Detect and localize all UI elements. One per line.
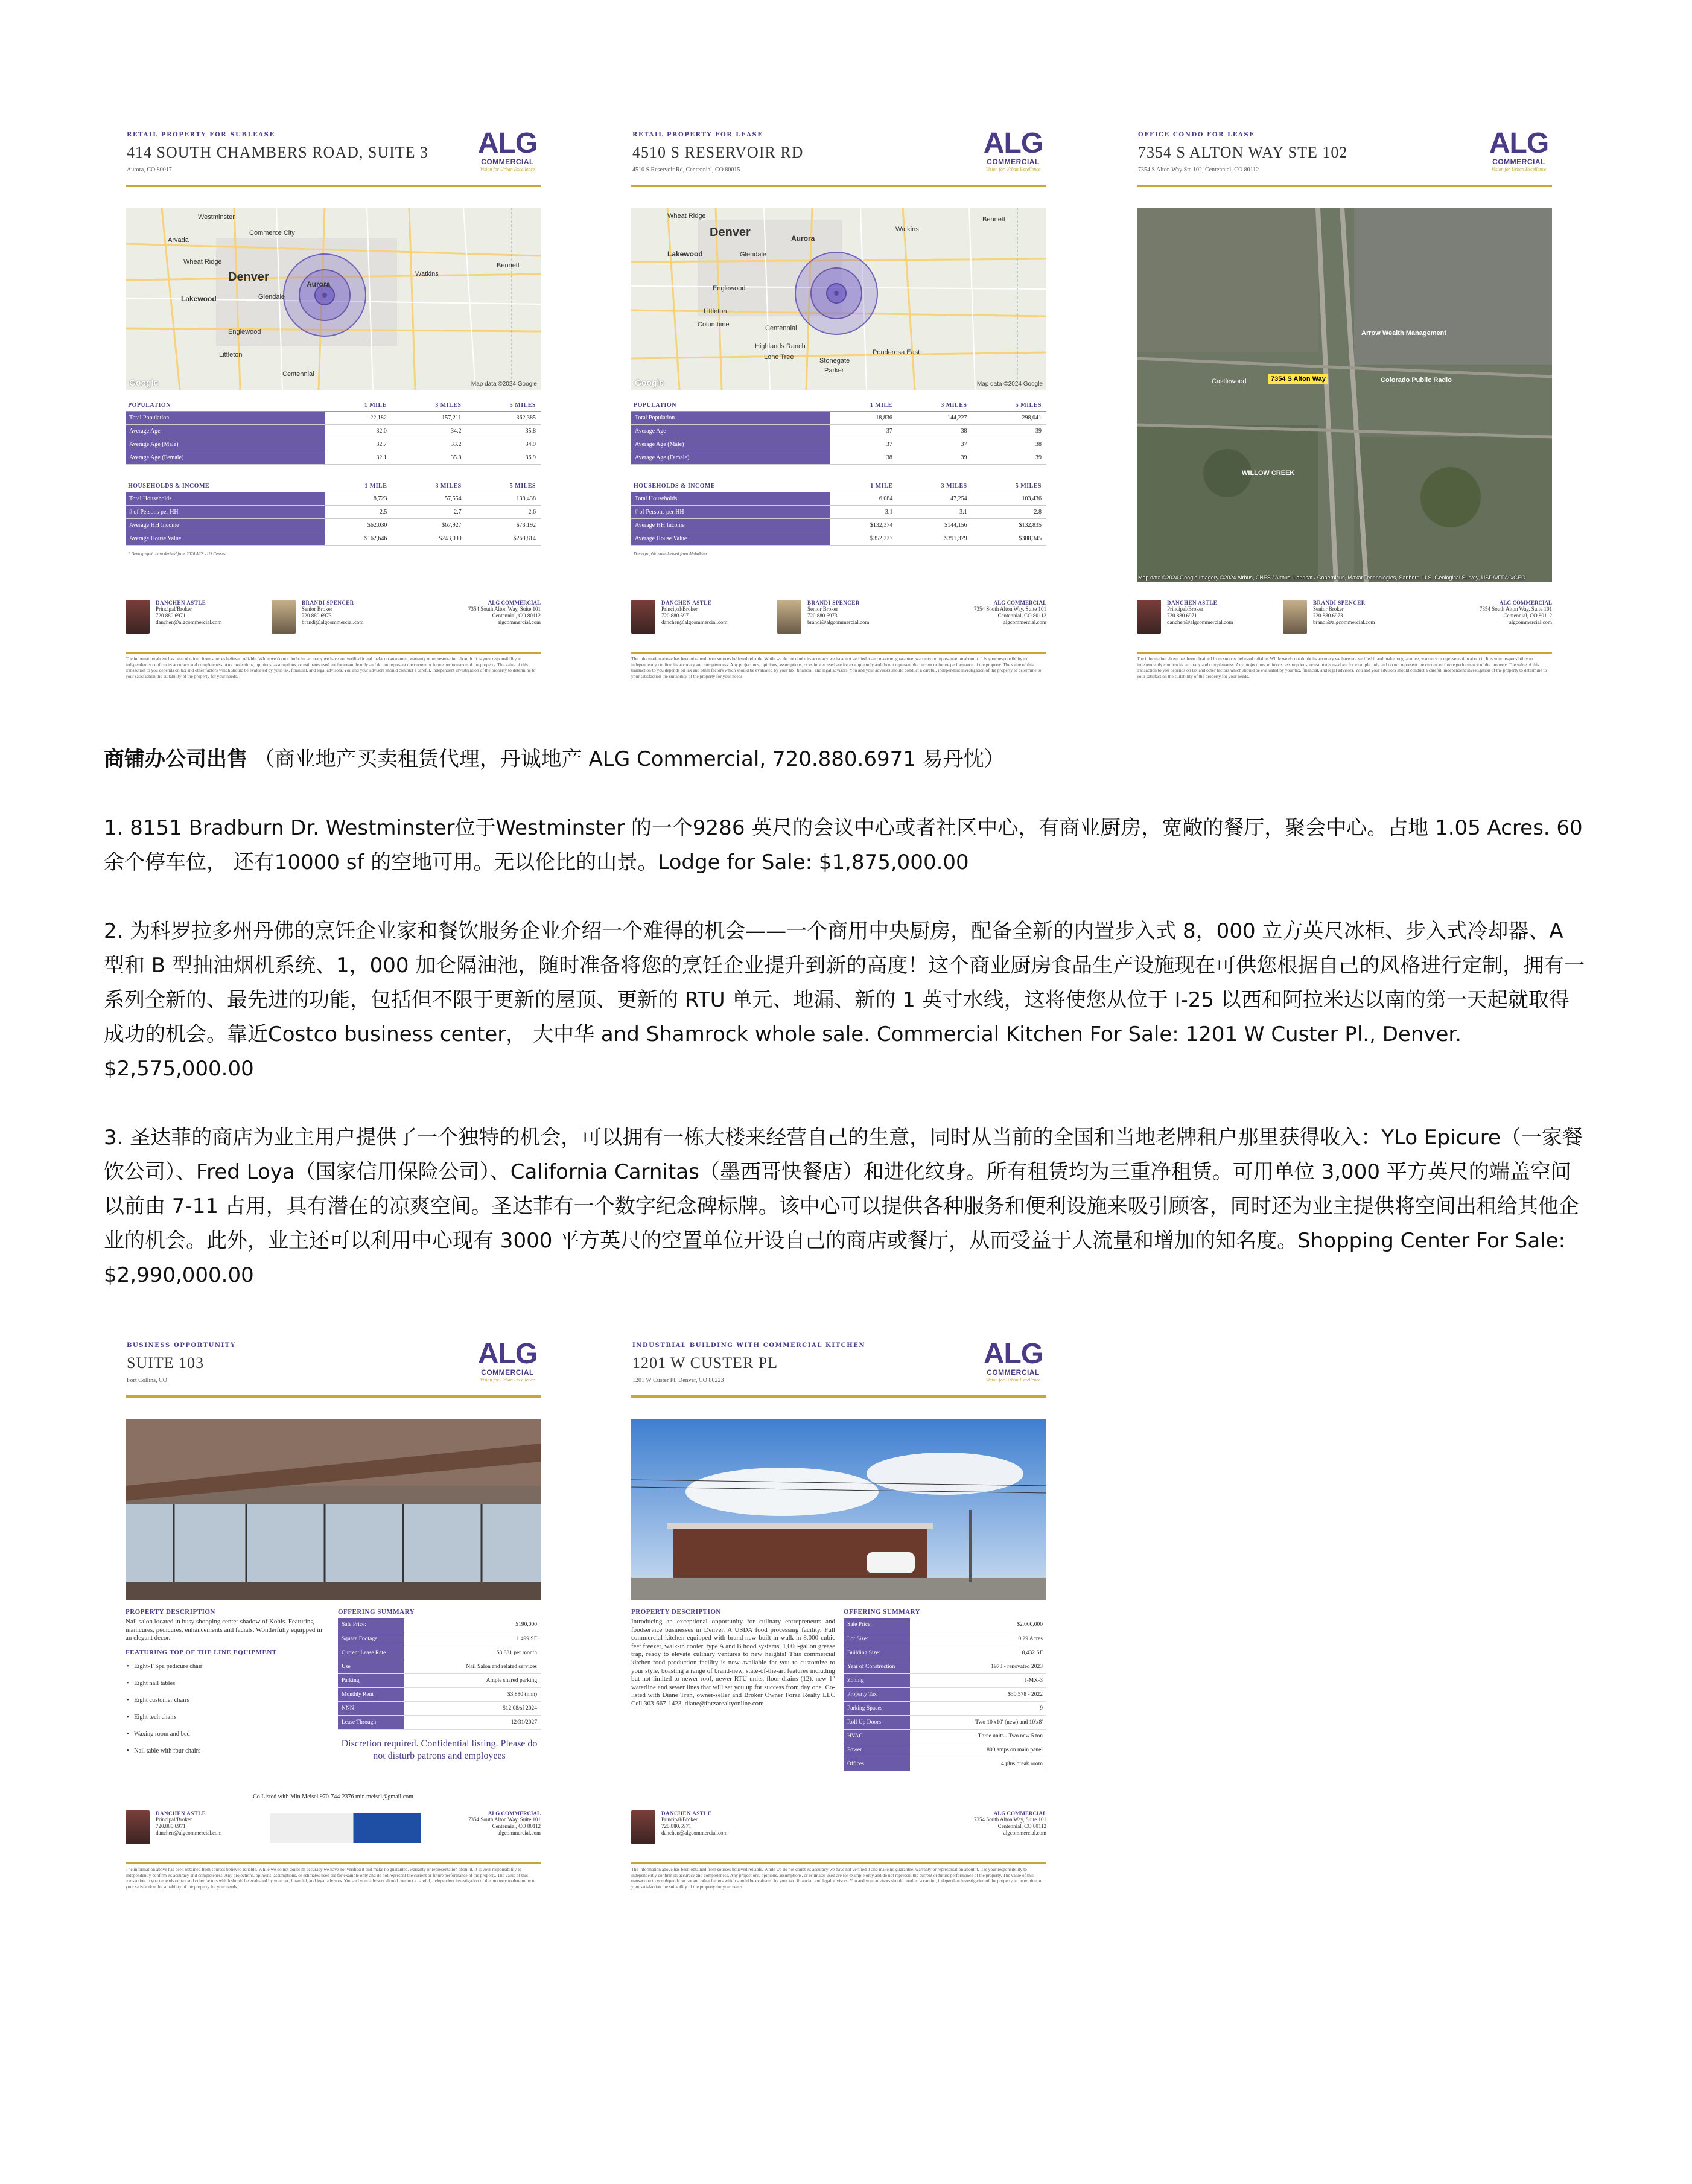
table-row: Average Age 37 38 39	[631, 425, 1046, 438]
flyer-alton-way	[1137, 129, 1552, 699]
feature-list	[126, 1658, 329, 1760]
alg-logo: ALG COMMERCIAL Vision for Urban Excellence	[983, 127, 1043, 172]
map-credit: Map data ©2024 Google Imagery ©2024 Airbus, CNES / Airbus, Landsat / Copernicus, Maxar Technologies, Sanborn, U.S. Geological Survey, USDA/FPAC/GEO	[1138, 575, 1526, 581]
table-row: Total Households 8,723 57,554 138,438	[126, 492, 541, 506]
table-row: Average HH Income $62,030 $67,927 $73,192	[126, 519, 541, 532]
flyer-address: 7354 S Alton Way Ste 102, Centennial, CO 80112	[1138, 167, 1259, 173]
table-row: Sale Price: $2,000,000	[844, 1618, 1046, 1632]
property-description: PROPERTY DESCRIPTION Introducing an exceptional opportunity for culinary entrepreneurs and foodservice businesses in Denver. A USDA food processing facility. Full commercial kitchen equipped with brand-new built-in walk-in 8,000 cubic feet freezer, walk-in cooler, type A and B hood systems, 1,000-gallon grease trap, ready to elevate culinary ventures to new heights! This commercial kitchen-food production facility is now available for you to customize to your style, boasting a range of brand-new, state-of-the-art features including but not limited to newer roof, newer RTU units, floor drains (12), new 1" waterline and sewer lines that will set you up for success from day one. Co-listed with Diane Tran, owner-seller and Broker Owner Forza Realty LLC Cell 303-667-1423. diane@forzarealtyonline.com	[631, 1608, 835, 1707]
flyer-address: Fort Collins, CO	[127, 1377, 167, 1384]
table-row: Total Population 18,836 144,227 298,041	[631, 412, 1046, 425]
contact-block: DANCHEN ASTLE Principal/Broker 720.880.6971 danchen@algcommercial.com ALG COMMERCIAL 7354 South Alton Way, Suite 101 Centennial, CO 80112 algcommercial.com	[631, 1810, 1046, 1853]
avatar	[777, 600, 801, 634]
data-note: * Demographic data derived from 2020 ACS - US Census	[128, 552, 226, 556]
flyer-category: RETAIL PROPERTY FOR SUBLEASE	[127, 132, 275, 138]
table-row: Sale Price: $190,000	[338, 1618, 541, 1632]
table-row: Average Age (Female) 38 39 39	[631, 451, 1046, 465]
list-item: • Eight customer chairs	[126, 1692, 329, 1709]
avatar	[631, 1810, 655, 1844]
disclaimer: The information above has been obtained from sources believed reliable. While we do not doubt its accuracy we have not verified it and make no guarantee, warranty or representation about it. It is your responsibility to independently confirm its accuracy and completeness. Any projections, opinions, assumptions, or estimates used are for example only and do not represent the current or future performance of the property. The value of this transaction to you depends on tax and other factors which should be evaluated by your tax, financial, and legal advisors. You and your advisors should conduct a careful, independent investigation of the property to determine to your satisfaction the suitability of the property for your needs.	[1137, 652, 1552, 679]
table-row: Use Nail Salon and related services	[338, 1660, 541, 1673]
flyer-suite-103	[126, 1340, 541, 1909]
alg-logo: ALG COMMERCIAL Vision for Urban Excellence	[1489, 127, 1549, 172]
avatar	[1283, 600, 1307, 634]
flyer-address: 1201 W Custer Pl, Denver, CO 80223	[632, 1377, 724, 1384]
table-row: Average House Value $162,646 $243,099 $260,814	[126, 532, 541, 546]
flyer-title: SUITE 103	[127, 1354, 205, 1372]
alg-logo: ALG COMMERCIAL Vision for Urban Excellence	[983, 1338, 1043, 1383]
co-broker-logos	[270, 1813, 421, 1843]
building-photo	[631, 1419, 1046, 1600]
satellite-map[interactable]: 7354 S Alton Way Arrow Wealth Management Colorado Public Radio WILLOW CREEK Castlewood Map data ©2024 Google Imagery ©2024 Airbus, CNES / Airbus, Landsat / Copernicus, Maxar Technologies, Sanborn, U.S. Geological Survey, USDA/FPAC/GEO	[1137, 208, 1552, 582]
table-row: Average Age (Male) 37 37 38	[631, 438, 1046, 451]
contact-block: DANCHEN ASTLE Principal/Broker 720.880.6971 danchen@algcommercial.com BRANDI SPENCER Senior Broker 720.880.6973 brandi@algcommercial.com ALG COMMERCIAL 7354 South Alton Way, Suite 101 Centennial, CO 80112 algcommercial.com	[1137, 600, 1552, 642]
flyer-title: 7354 S ALTON WAY STE 102	[1138, 144, 1348, 161]
table-row: Roll Up Doors Two 10'x10' (new) and 10'x8'	[844, 1715, 1046, 1729]
table-row: Average Age (Male) 32.7 33.2 34.9	[126, 438, 541, 451]
storefront-photo	[126, 1419, 541, 1600]
table-row: Average HH Income $132,374 $144,156 $132,835	[631, 519, 1046, 532]
listing-paragraph-3: 3. 圣达菲的商店为业主用户提供了一个独特的机会，可以拥有一栋大楼来经营自己的生意，同时从当前的全国和当地老牌租户那里获得收入：YLo Epicure（一家餐饮公司）、Fred Loya（国家信用保险公司）、California Carnitas（墨西哥快餐店）和进化纹身。所有租赁均为三重净租赁。可用单位 3,000 平方英尺的端盖空间以前由 7-11 占用，具有潜在的凉爽空间。圣达菲有一个数字纪念碑标牌。该中心可以提供各种服务和便利设施来吸引顾客，同时还为业主提供将空间出租给其他企业的机会。此外，业主还可以利用中心现有 3000 平方英尺的空置单位开设自己的商店或餐厅，从而受益于人流量和增加的知名度。Shopping Center For Sale: $2,990,000.00	[104, 1125, 1583, 1287]
co-listing: Co Listed with Min Meisel 970-744-2376 min.meisel@gmail.com	[253, 1794, 413, 1800]
households-table: HOUSEHOLDS & INCOME 1 MILE 3 MILES 5 MILES Total Households 6,084 47,254 103,436 # of Persons per HH 3.1 3.1 2.8 Average HH Income $132,374 $144,156 $132,835 Average House Value $352,227 $391,379 $388,345	[631, 480, 1046, 546]
property-pin[interactable]: 7354 S Alton Way	[1268, 374, 1328, 384]
map-credit: Map data ©2024 Google	[976, 381, 1043, 387]
contact-block: DANCHEN ASTLE Principal/Broker 720.880.6971 danchen@algcommercial.com ALG COMMERCIAL 7354 South Alton Way, Suite 101 Centennial, CO 80112 algcommercial.com	[126, 1810, 541, 1853]
flyer-header	[631, 1340, 1046, 1398]
google-logo: Google	[129, 378, 159, 387]
disclaimer: The information above has been obtained from sources believed reliable. While we do not doubt its accuracy we have not verified it and make no guarantee, warranty or representation about it. It is your responsibility to independently confirm its accuracy and completeness. Any projections, opinions, assumptions, or estimates used are for example only and do not represent the current or future performance of the property. The value of this transaction to you depends on tax and other factors which should be evaluated by your tax, financial, and legal advisors. You and your advisors should conduct a careful, independent investigation of the property to determine to your satisfaction the suitability of the property for your needs.	[126, 1862, 541, 1890]
flyer-address: Aurora, CO 80017	[127, 167, 172, 173]
table-row: Offices 4 plus break room	[844, 1757, 1046, 1771]
storefront-graphic	[126, 1419, 541, 1600]
table-row: Lot Size: 0.29 Acres	[844, 1632, 1046, 1646]
offering-summary: OFFERING SUMMARY Sale Price: $190,000 Square Footage 1,499 SF Current Lease Rate $3,881 per month Use Nail Salon and related services Parking Ample shared parking Monthly Rent $3,880 (nnn) NNN $12.08/sf 2024 Lease Through 12/31/2027 Discretion required. Confidential listing. Please do not disturb patrons and employees	[338, 1608, 541, 1762]
table-row: Parking Ample shared parking	[338, 1673, 541, 1687]
disclaimer: The information above has been obtained from sources believed reliable. While we do not doubt its accuracy we have not verified it and make no guarantee, warranty or representation about it. It is your responsibility to independently confirm its accuracy and completeness. Any projections, opinions, assumptions, or estimates used are for example only and do not represent the current or future performance of the property. The value of this transaction to you depends on tax and other factors which should be evaluated by your tax, financial, and legal advisors. You and your advisors should conduct a careful, independent investigation of the property to determine to your satisfaction the suitability of the property for your needs.	[631, 1862, 1046, 1890]
alg-logo: ALG COMMERCIAL Vision for Urban Excellence	[477, 1338, 538, 1383]
avatar	[1137, 600, 1161, 634]
flyer-reservoir-rd	[631, 129, 1046, 699]
property-description: PROPERTY DESCRIPTION Nail salon located in busy shopping center shadow of Kohls. Featuring manicures, pedicures, enhancements and facials. Wonderfully equipped in an elegant decor. FEATURING TOP OF THE LINE EQUIPMENT • Eight-T Spa pedicure chair • Eight nail tables • Eight customer chairs • Eight tech chairs • Waxing room and bed • Nail table with four chairs	[126, 1608, 329, 1760]
list-item: • Nail table with four chairs	[126, 1743, 329, 1760]
households-table: HOUSEHOLDS & INCOME 1 MILE 3 MILES 5 MILES Total Households 8,723 57,554 138,438 # of Persons per HH 2.5 2.7 2.6 Average HH Income $62,030 $67,927 $73,192 Average House Value $162,646 $243,099 $260,814	[126, 480, 541, 546]
table-row: Zoning I-MX-3	[844, 1673, 1046, 1687]
table-row: # of Persons per HH 2.5 2.7 2.6	[126, 506, 541, 519]
table-row: NNN $12.08/sf 2024	[338, 1701, 541, 1715]
avatar	[126, 600, 150, 634]
listing-subheading: （商业地产买卖租赁代理，丹诚地产 ALG Commercial, 720.880.6971 易丹忱）	[253, 747, 1005, 771]
table-row: HVAC Three units - Two new 5 ton	[844, 1729, 1046, 1743]
table-row: Power 800 amps on main panel	[844, 1743, 1046, 1757]
table-row: Total Households 6,084 47,254 103,436	[631, 492, 1046, 506]
avatar	[272, 600, 296, 634]
flyer-category: BUSINESS OPPORTUNITY	[127, 1342, 236, 1349]
contact-block: DANCHEN ASTLE Principal/Broker 720.880.6971 danchen@algcommercial.com BRANDI SPENCER Senior Broker 720.880.6973 brandi@algcommercial.com ALG COMMERCIAL 7354 South Alton Way, Suite 101 Centennial, CO 80112 algcommercial.com	[631, 600, 1046, 642]
population-table: POPULATION 1 MILE 3 MILES 5 MILES Total Population 22,182 157,211 362,385 Average Age 32.0 34.2 35.8 Average Age (Male) 32.7 33.2 34.9 Average Age (Female) 32.1 35.8 36.9	[126, 400, 541, 465]
listing-heading: 商铺办公司出售	[104, 747, 247, 771]
location-map[interactable]: Westminster Commerce City Arvada Wheat Ridge Denver Aurora Lakewood Glendale Watkins Bennett Englewood Littleton Centennial Google Map data ©2024 Google	[126, 208, 541, 390]
flyer-category: INDUSTRIAL BUILDING WITH COMMERCIAL KITCHEN	[632, 1342, 866, 1349]
flyer-header	[126, 129, 541, 187]
table-row: Total Population 22,182 157,211 362,385	[126, 412, 541, 425]
map-credit: Map data ©2024 Google	[471, 381, 537, 387]
table-row: Average House Value $352,227 $391,379 $388,345	[631, 532, 1046, 546]
flyer-chambers-road	[126, 129, 541, 699]
table-row: Parking Spaces 9	[844, 1701, 1046, 1715]
confidential-note: Discretion required. Confidential listing. Please do not disturb patrons and employees	[341, 1738, 538, 1761]
table-row: Property Tax $30,578 - 2022	[844, 1687, 1046, 1701]
table-row: # of Persons per HH 3.1 3.1 2.8	[631, 506, 1046, 519]
flyer-header	[126, 1340, 541, 1398]
flyer-header	[631, 129, 1046, 187]
flyer-title: 1201 W CUSTER PL	[632, 1354, 778, 1372]
flyer-address: 4510 S Reservoir Rd, Centennial, CO 80015	[632, 167, 740, 173]
disclaimer: The information above has been obtained from sources believed reliable. While we do not doubt its accuracy we have not verified it and make no guarantee, warranty or representation about it. It is your responsibility to independently confirm its accuracy and completeness. Any projections, opinions, assumptions, or estimates used are for example only and do not represent the current or future performance of the property. The value of this transaction to you depends on tax and other factors which should be evaluated by your tax, financial, and legal advisors. You and your advisors should conduct a careful, independent investigation of the property to determine to your satisfaction the suitability of the property for your needs.	[631, 652, 1046, 679]
table-row: Building Size: 8,432 SF	[844, 1646, 1046, 1660]
flyer-header	[1137, 129, 1552, 187]
table-row: Monthly Rent $3,880 (nnn)	[338, 1687, 541, 1701]
flyer-category: RETAIL PROPERTY FOR LEASE	[632, 132, 763, 138]
satellite-graphic	[1137, 208, 1552, 582]
table-row: Average Age (Female) 32.1 35.8 36.9	[126, 451, 541, 465]
population-table: POPULATION 1 MILE 3 MILES 5 MILES Total Population 18,836 144,227 298,041 Average Age 37 38 39 Average Age (Male) 37 37 38 Average Age (Female) 38 39 39	[631, 400, 1046, 465]
location-map[interactable]: Wheat Ridge Denver Aurora Lakewood Glendale Watkins Bennett Englewood Littleton Centennial Columbine Highlands Ranch Lone Tree Stonegate Parker Ponderosa East Google Map data ©2024 Google	[631, 208, 1046, 390]
data-note: Demographic data derived from AlphaMap	[634, 552, 707, 556]
table-row: Lease Through 12/31/2027	[338, 1715, 541, 1729]
avatar	[126, 1810, 150, 1844]
flyer-title: 4510 S RESERVOIR RD	[632, 144, 804, 161]
google-logo: Google	[635, 378, 664, 387]
table-row: Current Lease Rate $3,881 per month	[338, 1646, 541, 1660]
list-item: • Eight nail tables	[126, 1675, 329, 1692]
list-item: • Eight-T Spa pedicure chair	[126, 1658, 329, 1675]
table-row: Year of Construction 1973 - renovated 2023	[844, 1660, 1046, 1673]
flyer-category: OFFICE CONDO FOR LEASE	[1138, 132, 1255, 138]
alg-logo: ALG COMMERCIAL Vision for Urban Excellence	[477, 127, 538, 172]
flyer-custer-pl	[631, 1340, 1046, 1909]
list-item: • Eight tech chairs	[126, 1709, 329, 1726]
building-graphic	[631, 1419, 1046, 1600]
offering-summary: OFFERING SUMMARY Sale Price: $2,000,000 Lot Size: 0.29 Acres Building Size: 8,432 SF Year of Construction 1973 - renovated 2023 Zoning I-MX-3 Property Tax $30,578 - 2022 Parking Spaces 9 Roll Up Doors Two 10'x10' (new) and 10'x8' HVAC Three units - Two new 5 ton Power 800 amps on main panel Offices 4 plus break room	[844, 1608, 1046, 1771]
table-row: Square Footage 1,499 SF	[338, 1632, 541, 1646]
disclaimer: The information above has been obtained from sources believed reliable. While we do not doubt its accuracy we have not verified it and make no guarantee, warranty or representation about it. It is your responsibility to independently confirm its accuracy and completeness. Any projections, opinions, assumptions, or estimates used are for example only and do not represent the current or future performance of the property. The value of this transaction to you depends on tax and other factors which should be evaluated by your tax, financial, and legal advisors. You and your advisors should conduct a careful, independent investigation of the property to determine to your satisfaction the suitability of the property for your needs.	[126, 652, 541, 679]
table-row: Average Age 32.0 34.2 35.8	[126, 425, 541, 438]
listing-paragraph-2: 2. 为科罗拉多州丹佛的烹饪企业家和餐饮服务企业介绍一个难得的机会——一个商用中央厨房，配备全新的内置步入式 8，000 立方英尺冰柜、步入式冷却器、A 型和 B 型抽油烟机系统、1，000 加仑隔油池，随时准备将您的烹饪企业提升到新的高度！这个商业厨房食品生产设施现在可供您根据自己的风格进行定制，拥有一系列全新的、最先进的功能，包括但不限于更新的屋顶、更新的 RTU 单元、地漏、新的 1 英寸水线，这将使您从位于 I-25 以西和阿拉米达以南的第一天起就取得成功的机会。靠近Costco business center， 大中华 and Shamrock whole sale. Commercial Kitchen For Sale: 1201 W Custer Pl., Denver. $2,575,000.00	[104, 919, 1585, 1081]
listing-text	[104, 742, 1588, 1327]
list-item: • Waxing room and bed	[126, 1726, 329, 1743]
flyer-title: 414 SOUTH CHAMBERS ROAD, SUITE 3	[127, 144, 429, 161]
contact-block: DANCHEN ASTLE Principal/Broker 720.880.6971 danchen@algcommercial.com BRANDI SPENCER Senior Broker 720.880.6973 brandi@algcommercial.com ALG COMMERCIAL 7354 South Alton Way, Suite 101 Centennial, CO 80112 algcommercial.com	[126, 600, 541, 642]
avatar	[631, 600, 655, 634]
listing-paragraph-1: 1. 8151 Bradburn Dr. Westminster位于Westminster 的一个9286 英尺的会议中心或者社区中心，有商业厨房，宽敞的餐厅，聚会中心。占地 1.05 Acres. 60 余个停车位， 还有10000 sf 的空地可用。无以伦比的山景。Lodge for Sale: $1,875,000.00	[104, 816, 1583, 874]
